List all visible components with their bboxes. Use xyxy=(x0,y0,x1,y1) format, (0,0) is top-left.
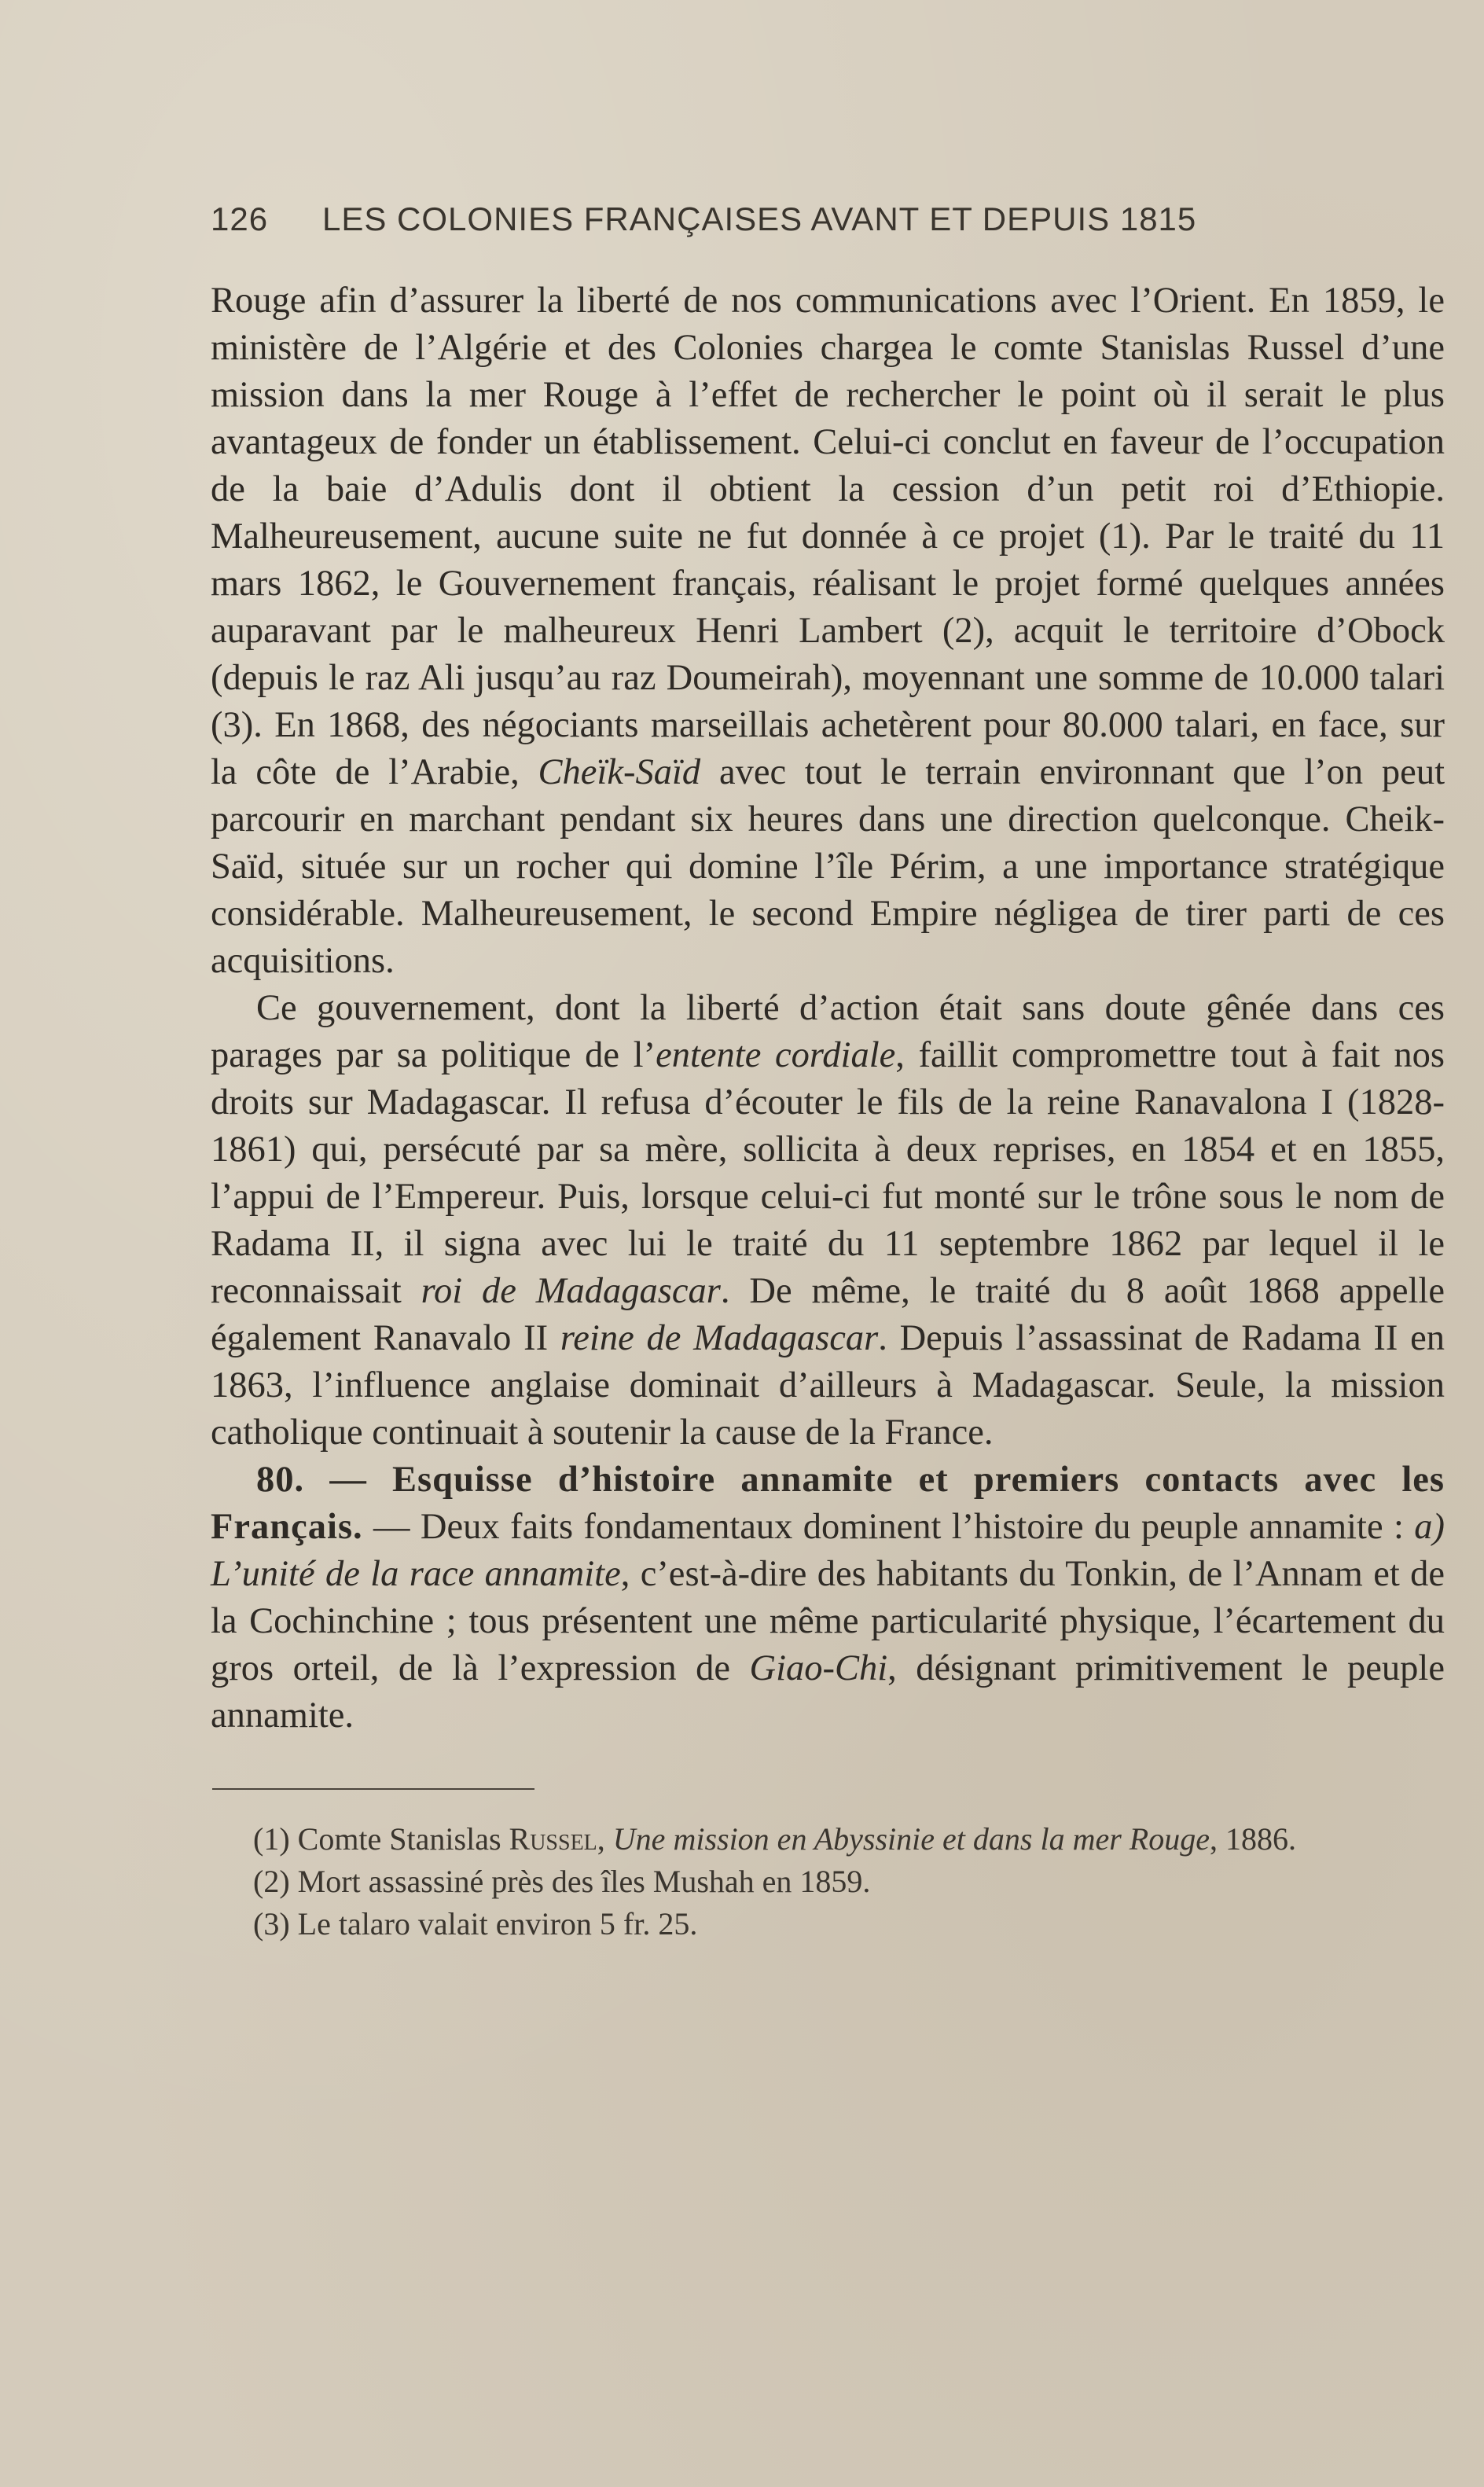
paragraph-1: Rouge afin d’assurer la liberté de nos communications avec l’Orient. En 1859, le ministère de l’Algérie et des Colonies chargea le comte Stanislas Russel d’une mission dans la mer Rouge à l’effet de rechercher le point où il serait le plus avantageux de fonder un établissement. Celui-ci conclut en faveur de l’occupation de la baie d’Adulis dont il obtient la cession d’un petit roi d’Ethiopie. Malheureusement, aucune suite ne fut donnée à ce projet (1). Par le traité du 11 mars 1862, le Gouvernement français, réalisant le projet formé quelques années auparavant par le malheureux Henri Lambert (2), acquit le territoire d’Obock (depuis le raz Ali jusqu’au raz Doumeirah), moyennant une somme de 10.000 talari (3). En 1868, des négociants marseillais achetèrent pour 80.000 talari, en face, sur la côte de l’Arabie, Cheïk-Saïd avec tout le terrain environnant que l’on peut parcourir en marchant pendant six heures dans une direction quelconque. Cheik-Saïd, située sur un rocher qui domine l’île Périm, a une importance stratégique considérable. Malheureusement, le second Empire négligea de tirer parti de ces acquisitions. xyxy=(211,281,1445,981)
running-head xyxy=(211,200,1445,238)
paragraph-2: Ce gouvernement, dont la liberté d’action était sans doute gênée dans ces parages par sa politique de l’entente cordiale, faillit compromettre tout à fait nos droits sur Madagascar. Il refusa d’écouter le fils de la reine Ranavalona I (1828-1861) qui, persécuté par sa mère, sollicita à deux reprises, en 1854 et en 1855, l’appui de l’Empereur. Puis, lorsque celui-ci fut monté sur le trône sous le nom de Radama II, il signa avec lui le traité du 11 septembre 1862 par lequel il le reconnaissait roi de Madagascar. De même, le traité du 8 août 1868 appelle également Ranavalo II reine de Madagascar. Depuis l’assassinat de Radama II en 1863, l’influence anglaise dominait d’ailleurs à Madagascar. Seule, la mission catholique continuait à soutenir la cause de la France. xyxy=(211,988,1445,1453)
body-text xyxy=(211,277,1445,1739)
running-title: LES COLONIES FRANÇAISES AVANT ET DEPUIS 1815 xyxy=(322,200,1197,237)
book-page xyxy=(211,200,1445,1945)
section-heading: 80. — Esquisse d’histoire annamite et premiers contacts avec les Français. xyxy=(211,1460,1445,1547)
footnotes xyxy=(211,1818,1445,1945)
footnote-3: (3) Le talaro valait environ 5 fr. 25. xyxy=(253,1906,698,1941)
footnote-2: (2) Mort assassiné près des îles Mushah en 1859. xyxy=(253,1864,871,1899)
paragraph-3: 80. — Esquisse d’histoire annamite et premiers contacts avec les Français. — Deux faits fondamentaux dominent l’histoire du peuple annamite : a) L’unité de la race annamite, c’est-à-dire des habitants du Tonkin, de l’Annam et de la Cochinchine ; tous présentent une même particularité physique, l’écartement du gros orteil, de là l’expression de Giao-Chi, désignant primitivement le peuple annamite. xyxy=(211,1460,1445,1736)
footnote-1: (1) Comte Stanislas Russel, Une mission en Abyssinie et dans la mer Rouge, 1886. xyxy=(253,1821,1296,1857)
footnote-rule xyxy=(212,1788,534,1790)
page-number: 126 xyxy=(211,200,269,237)
